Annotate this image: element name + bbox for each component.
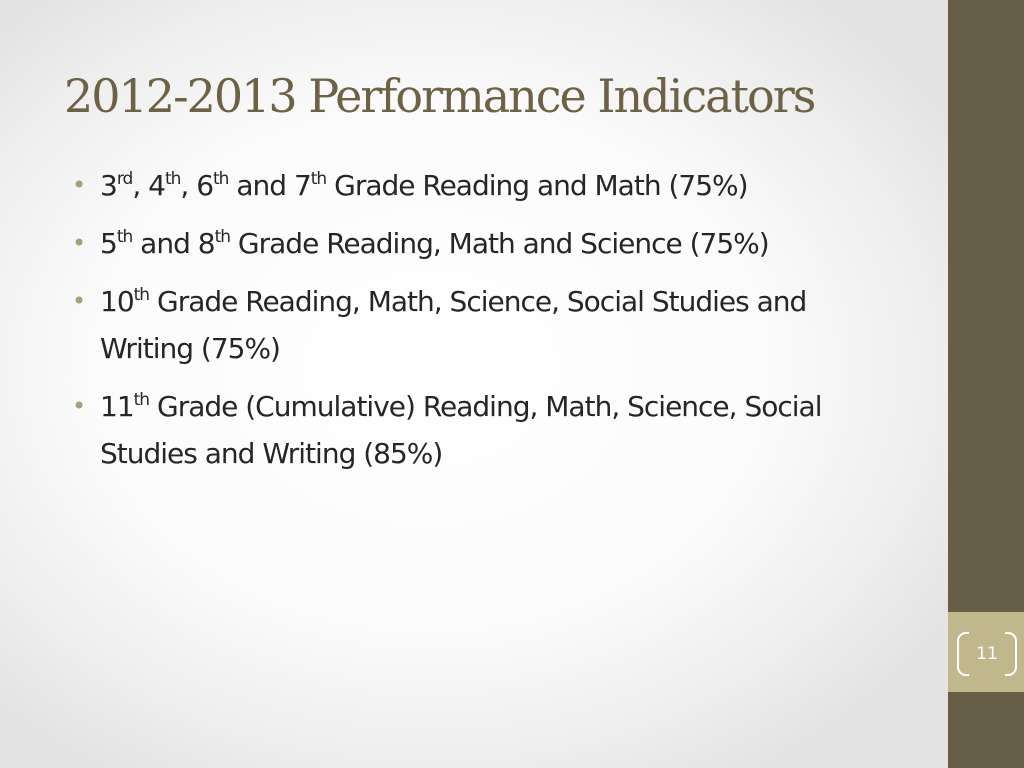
ordinal-suffix: th <box>164 169 181 189</box>
bullet-text: , 4 <box>132 169 165 202</box>
bullet-dot-icon: • <box>72 229 86 257</box>
ordinal-suffix: th <box>133 285 150 305</box>
bullet-dot-icon: • <box>72 171 86 199</box>
ordinal-suffix: th <box>116 227 133 247</box>
bullet-list <box>72 162 900 488</box>
bullet-text: Grade Reading and Math (75%) <box>326 169 748 202</box>
bullet-item <box>72 383 900 477</box>
bullet-text: Grade Reading, Math, Science, Social Studies and Writing (75%) <box>100 285 807 365</box>
bullet-text: Grade (Cumulative) Reading, Math, Science, Social Studies and Writing (85%) <box>100 390 822 470</box>
ordinal-suffix: th <box>213 169 229 189</box>
bullet-dot-icon: • <box>72 287 86 315</box>
bullet-item <box>72 278 900 372</box>
bullet-dot-icon: • <box>72 392 86 420</box>
bullet-text: 11 <box>100 390 134 423</box>
ordinal-suffix: rd <box>116 169 133 189</box>
ordinal-suffix: th <box>133 390 150 410</box>
bullet-text: and 7 <box>228 169 311 202</box>
bullet-text: 10 <box>100 285 134 318</box>
bullet-text: 5 <box>100 227 117 260</box>
bullet-text: and 8 <box>132 227 215 260</box>
page-number: 11 <box>976 644 998 664</box>
bullet-text: 3 <box>100 169 117 202</box>
bullet-text: Grade Reading, Math and Science (75%) <box>230 227 769 260</box>
ordinal-suffix: th <box>214 227 231 247</box>
slide-title: 2012-2013 Performance Indicators <box>64 69 815 123</box>
bullet-item <box>72 220 900 267</box>
bullet-item <box>72 162 900 209</box>
ordinal-suffix: th <box>310 169 327 189</box>
bullet-text: , 6 <box>180 169 214 202</box>
